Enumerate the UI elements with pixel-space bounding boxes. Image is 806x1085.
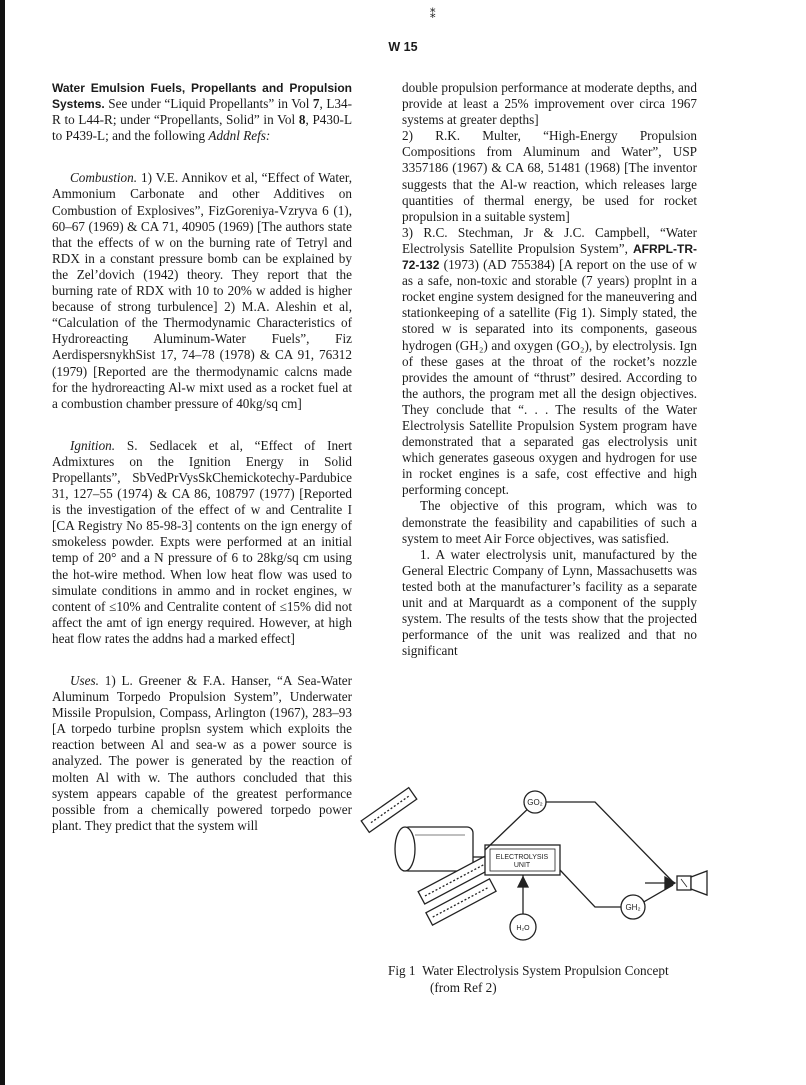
propulsion-diagram [355, 775, 735, 960]
gh2-label: GH₂ [625, 903, 641, 912]
caption-source: (from Ref 2) [430, 980, 497, 995]
uses-paragraph: Uses. 1) L. Greener & F.A. Hanser, “A Sea-Water Aluminum Torpedo Propulsion System”, Underwater Missile Propulsion, Compass, Arlington (1967), 283–93 [A torpedo turbine proplsn system which exploits the reaction between Al and sea-w as a power source is analyzed. The power is generated by the reaction of molten Al with w. The authors concluded that this system appears capable of the greatest performance possible from a chemically powered torpedo power plant. They predict that the system will [52, 673, 352, 833]
page-header: W 15 [388, 40, 418, 54]
page-edge [0, 0, 5, 1085]
objective-paragraph: The objective of this program, which was to demonstrate the feasibility and capabilities of such a system to meet Air Force objectives, was satisfied. [402, 498, 697, 546]
water-tank-icon [395, 827, 473, 871]
ignition-heading: Ignition. [70, 437, 116, 453]
combustion-heading: Combustion. [70, 170, 138, 186]
thruster-icon [645, 871, 707, 895]
left-column [52, 80, 352, 834]
caption-text: Water Electrolysis System Propulsion Concept [422, 963, 669, 978]
reference-2: 2) R.K. Multer, “High-Energy Propulsion Compositions from Aluminum and Water”, USP 3357186 (1967) & CA 68, 51481 (1968) [The inventor suggests that the Al-w reaction, which releases large quantities of thermal energy, be used for rocket propulsion in a suitable system] [402, 128, 697, 224]
reference-3: 3) R.C. Stechman, Jr & J.C. Campbell, “Water Electrolysis Satellite Propulsion System”, AFRPL-TR-72-132 (1973) (AD 755384) [A report on the use of w as a safe, non-toxic and storable (7 years) proplnt in a rocket engine system designed for the maneuvering and stationkeeping of a satellite (Fig 1). Simply stated, the stored w is separated into its components, gaseous hydrogen (GH₂) and oxygen (GO₂), by electrolysis. Ign of these gases at the throat of the rocket’s nozzle provides the amount of “thrust” desired. According to the authors, the program met all the design objectives. They conclude that “. . . The results of the Water Electrolysis Satellite Propulsion System program have demonstrated that a separated gas electrolysis unit which generates gaseous oxygen and hydrogen for use in rocket engines is a safe, cost effective and high performing concept. [402, 224, 697, 498]
electrolysis-unit-label-2: UNIT [513, 862, 531, 869]
right-column [402, 80, 697, 659]
intro-paragraph: Water Emulsion Fuels, Propellants and Propulsion Systems. See under “Liquid Propellants” in Vol 7, L34-R to L44-R; under “Propellants, Solid” in Vol 8, P430-L to P439-L; and the following Addnl Refs: [52, 81, 353, 144]
go2-label: GO₂ [527, 798, 543, 807]
report-number: AFRPL-TR-72-132 [402, 241, 697, 273]
ignition-paragraph: Ignition. S. Sedlacek et al, “Effect of Inert Admixtures on the Ignition Energy in Solid Propellants”, SbVedPrVysSkChemickotechy-Pardubice 31, 127–55 (1974) & CA 86, 108797 (1977) [Reported is the investigation of the effect of w and Centralite I [CA Registry No 85-98-3] contents on the ign energy of smokeless powder. Expts were performed at an initial temp of 20° and a N pressure of 6 to 28kg/sq cm using the hot-wire method. When low heat flow was used to simulate conditions in ammo and in rocket engines, w content of ≤10% and Centralite content of ≤15% did not affect the amt of ign energy required. However, at high heat flow rates the addns had a marked effect] [52, 437, 352, 646]
corner-mark: ⁑ [430, 9, 436, 21]
caption-label: Fig 1 [388, 963, 416, 978]
combustion-paragraph: Combustion. 1) V.E. Annikov et al, “Effect of Water, Ammonium Carbonate and other Additives on Combustion of Explosives”, FizGoreniya-Vzryva 6 (1), 60–67 (1969) & CA 71, 40905 (1969) [The authors state that the effects of w on the burning rate of Tetryl and RDX in a constant pressure bomb can be explained by the Zel’dovich (1942) theory. They report that the burning rate of RDX with 10 to 20% w added is higher because of strong turbulence] 2) M.A. Aleshin et al, “Calculation of the Thermodynamic Characteristics of Hydroreacting Aluminum-Water Fuels”, Fiz AerdispersnykhSist 17, 74–78 (1978) & CA 91, 76312 (1979) [Reported are the thermodynamic calcns made for the hydroreacting Al-w mixt used as a rocket fuel at a combustion chamber pressure of 40kg/sq cm] [52, 170, 352, 411]
h2o-label: H₂O [516, 925, 530, 932]
uses-heading: Uses. [70, 673, 99, 688]
item-1-paragraph: 1. A water electrolysis unit, manufactured by the General Electric Company of Lynn, Massachusetts was tested both at the manufacturer’s facility as a separate unit and at Marquardt as a component of the supply system. The results of the tests show that the projected performance of the unit was realized and that no significant [402, 546, 697, 659]
continuation-text: double propulsion performance at moderate depths, and provide at least a 25% improvement over circa 1967 systems at greater depths] [402, 80, 697, 128]
entry-title: Water Emulsion Fuels, Propellants and Propulsion Systems. [52, 81, 352, 112]
flow-line-gh2 [560, 870, 673, 907]
electrolysis-unit-label: ELECTROLYSIS [495, 854, 549, 861]
figure-caption [388, 962, 728, 996]
